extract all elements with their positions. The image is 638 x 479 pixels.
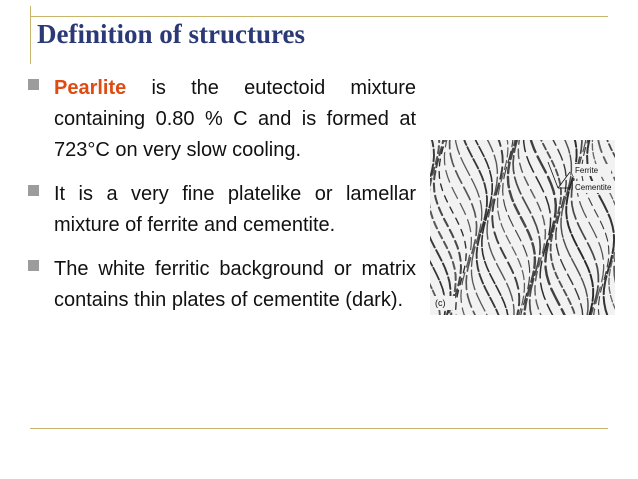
bullet-text: The white ferritic background or matrix contains thin plates of cementite (dark).: [54, 258, 416, 311]
bullet-text: [54, 73, 416, 166]
top-rule: [30, 16, 608, 17]
bullet-item-pearlite: [24, 73, 416, 166]
bullet-item-lamellar: [24, 179, 416, 241]
bullet-text: It is a very fine platelike or lamellar mixture of ferrite and cementite.: [54, 183, 416, 236]
bullet-item-matrix: [24, 254, 416, 316]
slide-title: Definition of structures: [37, 19, 305, 49]
label-panel-c: (c): [435, 298, 446, 308]
label-ferrite: Ferrite: [575, 166, 599, 175]
pearlite-micrograph-image: [430, 140, 615, 315]
bullet-list: [24, 73, 416, 329]
keyword-pearlite: Pearlite: [54, 77, 127, 99]
bullet-text-body: is the eutectoid mixture containing 0.80 % C and is formed at 723°C on very slow cooling.: [54, 77, 416, 161]
square-bullet-icon: [28, 260, 39, 271]
square-bullet-icon: [28, 185, 39, 196]
left-rule: [30, 6, 31, 64]
label-cementite: Cementite: [575, 183, 612, 192]
square-bullet-icon: [28, 79, 39, 90]
bottom-rule: [30, 428, 608, 429]
